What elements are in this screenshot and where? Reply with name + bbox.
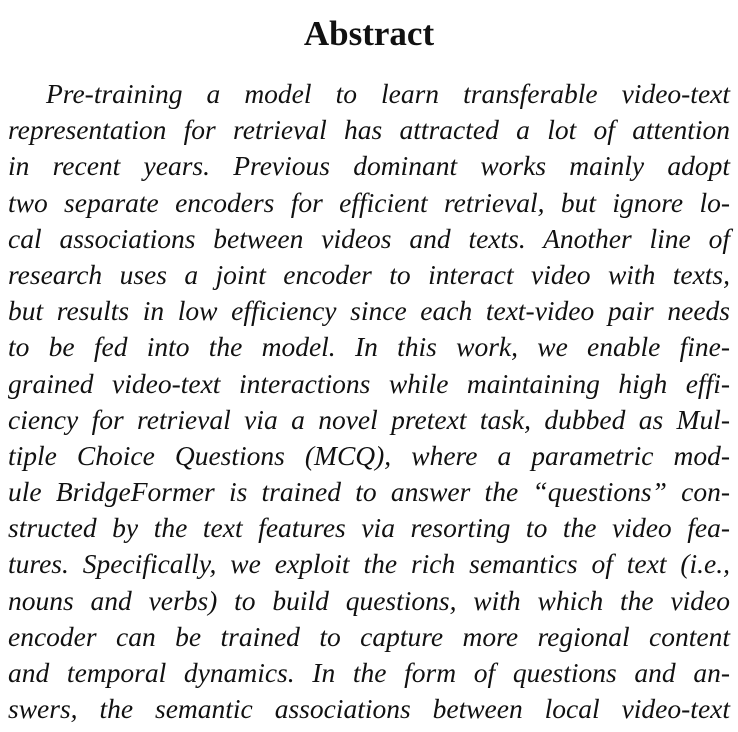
abstract-line: but results in low efficiency since each text-video pair needs bbox=[8, 295, 730, 327]
abstract-line: Pre-training a model to learn transferable video-text bbox=[46, 78, 730, 109]
abstract-heading: Abstract bbox=[303, 14, 435, 53]
abstract-line: tiple Choice Questions (MCQ), where a parametric mod- bbox=[8, 439, 730, 471]
abstract-line: cal associations between videos and texts. Another line of bbox=[8, 222, 730, 254]
abstract-line: and temporal dynamics. In the form of questions and an- bbox=[8, 657, 730, 688]
abstract-line: structed by the text features via resorting to the video fea- bbox=[8, 512, 730, 544]
abstract-line: ciency for retrieval via a novel pretext task, dubbed as Mul- bbox=[8, 403, 730, 435]
abstract-line: nouns and verbs) to build questions, with which the video bbox=[8, 584, 730, 616]
abstract-line: representation for retrieval has attracted a lot of attention bbox=[8, 114, 730, 146]
abstract-body bbox=[8, 76, 730, 727]
abstract-line: encoder can be trained to capture more regional content bbox=[8, 620, 730, 652]
abstract-line: in recent years. Previous dominant works mainly adopt bbox=[8, 150, 730, 182]
abstract-line: to be fed into the model. In this work, we enable fine- bbox=[8, 331, 730, 363]
abstract-line: research uses a joint encoder to interact video with texts, bbox=[8, 258, 730, 290]
abstract-line: ule BridgeFormer is trained to answer the “questions” con- bbox=[8, 476, 730, 508]
abstract-line: grained video-text interactions while maintaining high effi- bbox=[8, 367, 730, 399]
abstract-line: tures. Specifically, we exploit the rich semantics of text (i.e., bbox=[8, 548, 730, 580]
abstract-line: two separate encoders for efficient retrieval, but ignore lo- bbox=[8, 186, 730, 218]
abstract-line: swers, the semantic associations between local video-text bbox=[8, 693, 730, 725]
